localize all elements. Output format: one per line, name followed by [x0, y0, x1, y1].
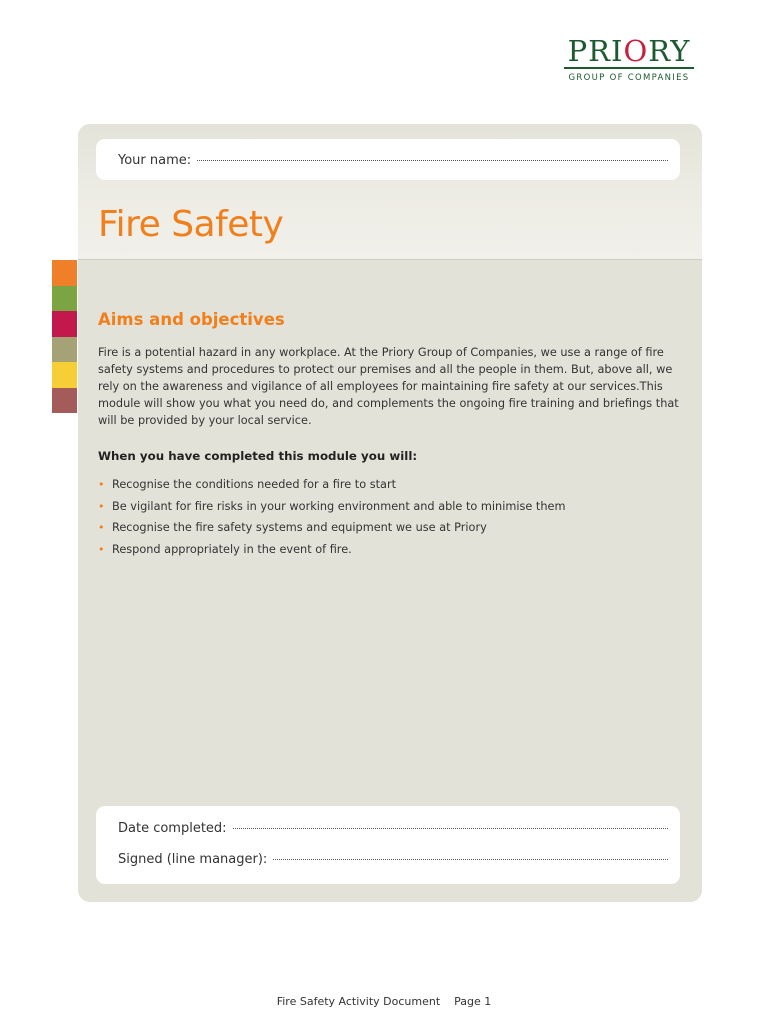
color-tab	[52, 311, 77, 337]
aims-heading: Aims and objectives	[98, 310, 285, 329]
footer-page-number: Page 1	[454, 995, 492, 1008]
list-item: • Respond appropriately in the event of fire.	[98, 542, 352, 556]
name-box	[96, 139, 680, 180]
signed-line[interactable]	[273, 858, 668, 860]
name-field[interactable]	[118, 153, 668, 168]
module-heading: When you have completed this module you will:	[98, 449, 418, 463]
signed-label: Signed (line manager):	[118, 852, 268, 867]
sign-off-box	[96, 806, 680, 884]
objectives-list	[98, 476, 565, 562]
date-line[interactable]	[233, 827, 668, 829]
list-item: • Recognise the fire safety systems and equipment we use at Priory	[98, 521, 487, 534]
page-title: Fire Safety	[98, 204, 284, 245]
priory-logo	[556, 36, 702, 83]
footer-doc-name: Fire Safety Activity Document	[276, 995, 441, 1008]
color-tab	[52, 362, 77, 388]
date-label: Date completed:	[118, 821, 227, 836]
list-item: • Be vigilant for fire risks in your working environment and able to minimise them	[98, 499, 566, 513]
name-label: Your name:	[118, 153, 192, 168]
color-tab	[52, 260, 77, 286]
bullet-icon: •	[98, 521, 105, 534]
name-line[interactable]	[197, 159, 668, 161]
color-tab	[52, 286, 77, 312]
color-tabs	[52, 260, 77, 413]
logo-subtitle: GROUP OF COMPANIES	[568, 73, 690, 83]
bullet-icon: •	[98, 499, 105, 513]
color-tab	[52, 337, 77, 363]
bullet-icon: •	[98, 478, 105, 491]
bullet-icon: •	[98, 542, 105, 556]
color-tab	[52, 388, 77, 414]
page-footer	[0, 995, 768, 1008]
worksheet-card	[78, 124, 702, 902]
signed-field[interactable]	[118, 852, 668, 867]
intro-paragraph: Fire is a potential hazard in any workplace. At the Priory Group of Companies, we use a range of fire safety systems and procedures to protect our premises and all the people in them. But, above all, we rely on the awareness and vigilance of all employees for maintaining fire safety at our services.This module will show you what you need do, and complements the ongoing fire training and briefings that will be provided by your local service.	[98, 346, 679, 427]
list-item: • Recognise the conditions needed for a fire to start	[98, 478, 397, 491]
logo-wordmark: PRIORY	[564, 36, 695, 69]
date-field[interactable]	[118, 821, 668, 836]
